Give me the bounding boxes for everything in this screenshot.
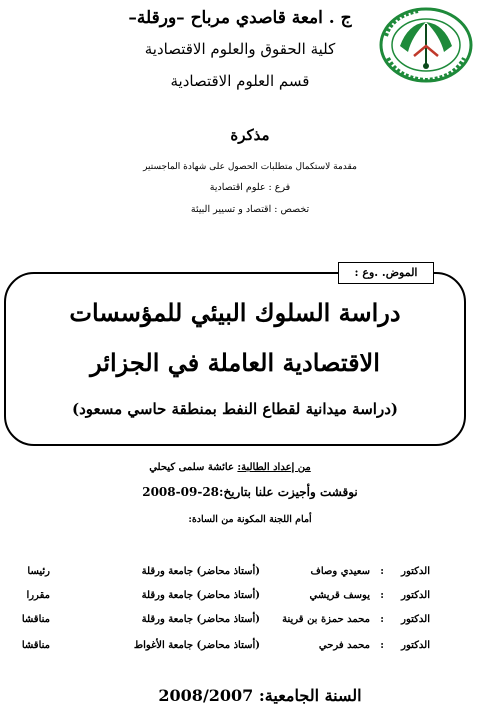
member-title: الدكتور	[401, 640, 430, 651]
member-position: (أستاذ محاضر) جامعة ورقلة	[141, 566, 260, 577]
member-colon: :	[380, 566, 384, 577]
member-name: محمد فرحي	[318, 640, 370, 651]
committee-row	[0, 590, 500, 610]
committee-row	[0, 614, 500, 634]
member-title: الدكتور	[401, 614, 430, 625]
member-title: الدكتور	[401, 590, 430, 601]
member-name: محمد حمزة بن قرينة	[282, 614, 370, 625]
academic-year: السنة الجامعية: 2008/2007	[158, 686, 362, 705]
member-role: مقررا	[26, 590, 50, 601]
department-name: قسم العلوم الاقتصادية	[170, 72, 310, 90]
member-colon: :	[380, 640, 384, 651]
defense-date: 28-09-2008	[142, 485, 220, 499]
member-name: يوسف قريشي	[309, 590, 370, 601]
thesis-subtitle: (دراسة ميدانية لقطاع النفط بمنطقة حاسي مسعود)	[72, 400, 398, 418]
memo-label: مذكرة	[230, 126, 270, 144]
prepared-by-label: من إعداد الطالبة:	[237, 462, 311, 473]
committee-row	[0, 566, 500, 586]
committee-intro: أمام اللجنة المكونة من السادة:	[188, 514, 312, 525]
member-title: الدكتور	[401, 566, 430, 577]
subject-label: الموض. .وع :	[338, 262, 434, 284]
university-seal-icon	[378, 6, 474, 84]
university-seal-graphic	[378, 6, 474, 84]
faculty-name: كلية الحقوق والعلوم الاقتصادية	[144, 40, 336, 58]
memo-specialty: تخصص : اقتصاد و تسيير البيئة	[190, 204, 310, 215]
memo-branch: فرع : علوم اقتصادية	[209, 182, 291, 193]
university-name: ج . امعة قاصدي مرباح –ورقلة–	[128, 8, 352, 28]
member-role: رئيسا	[27, 566, 50, 577]
defense-line	[80, 485, 420, 499]
committee-row	[0, 640, 500, 660]
thesis-title-line2: الاقتصادية العاملة في الجزائر	[90, 348, 380, 377]
student-name: عائشة سلمى كيحلي	[149, 462, 234, 473]
member-colon: :	[380, 590, 384, 601]
prepared-by	[60, 462, 400, 473]
defense-text: نوقشت وأجيزت علنا بتاريخ:	[219, 485, 358, 499]
member-role: مناقشا	[21, 640, 50, 651]
memo-purpose: مقدمة لاستكمال متطلبات الحصول على شهادة الماجستير	[143, 162, 357, 172]
member-position: (أستاذ محاضر) جامعة الأغواط	[133, 640, 260, 651]
thesis-title-line1: دراسة السلوك البيئي للمؤسسات	[69, 298, 401, 327]
member-name: سعيدي وصاف	[310, 566, 370, 577]
member-role: مناقشا	[21, 614, 50, 625]
member-colon: :	[380, 614, 384, 625]
member-position: (أستاذ محاضر) جامعة ورقلة	[141, 590, 260, 601]
member-position: (أستاذ محاضر) جامعة ورقلة	[141, 614, 260, 625]
